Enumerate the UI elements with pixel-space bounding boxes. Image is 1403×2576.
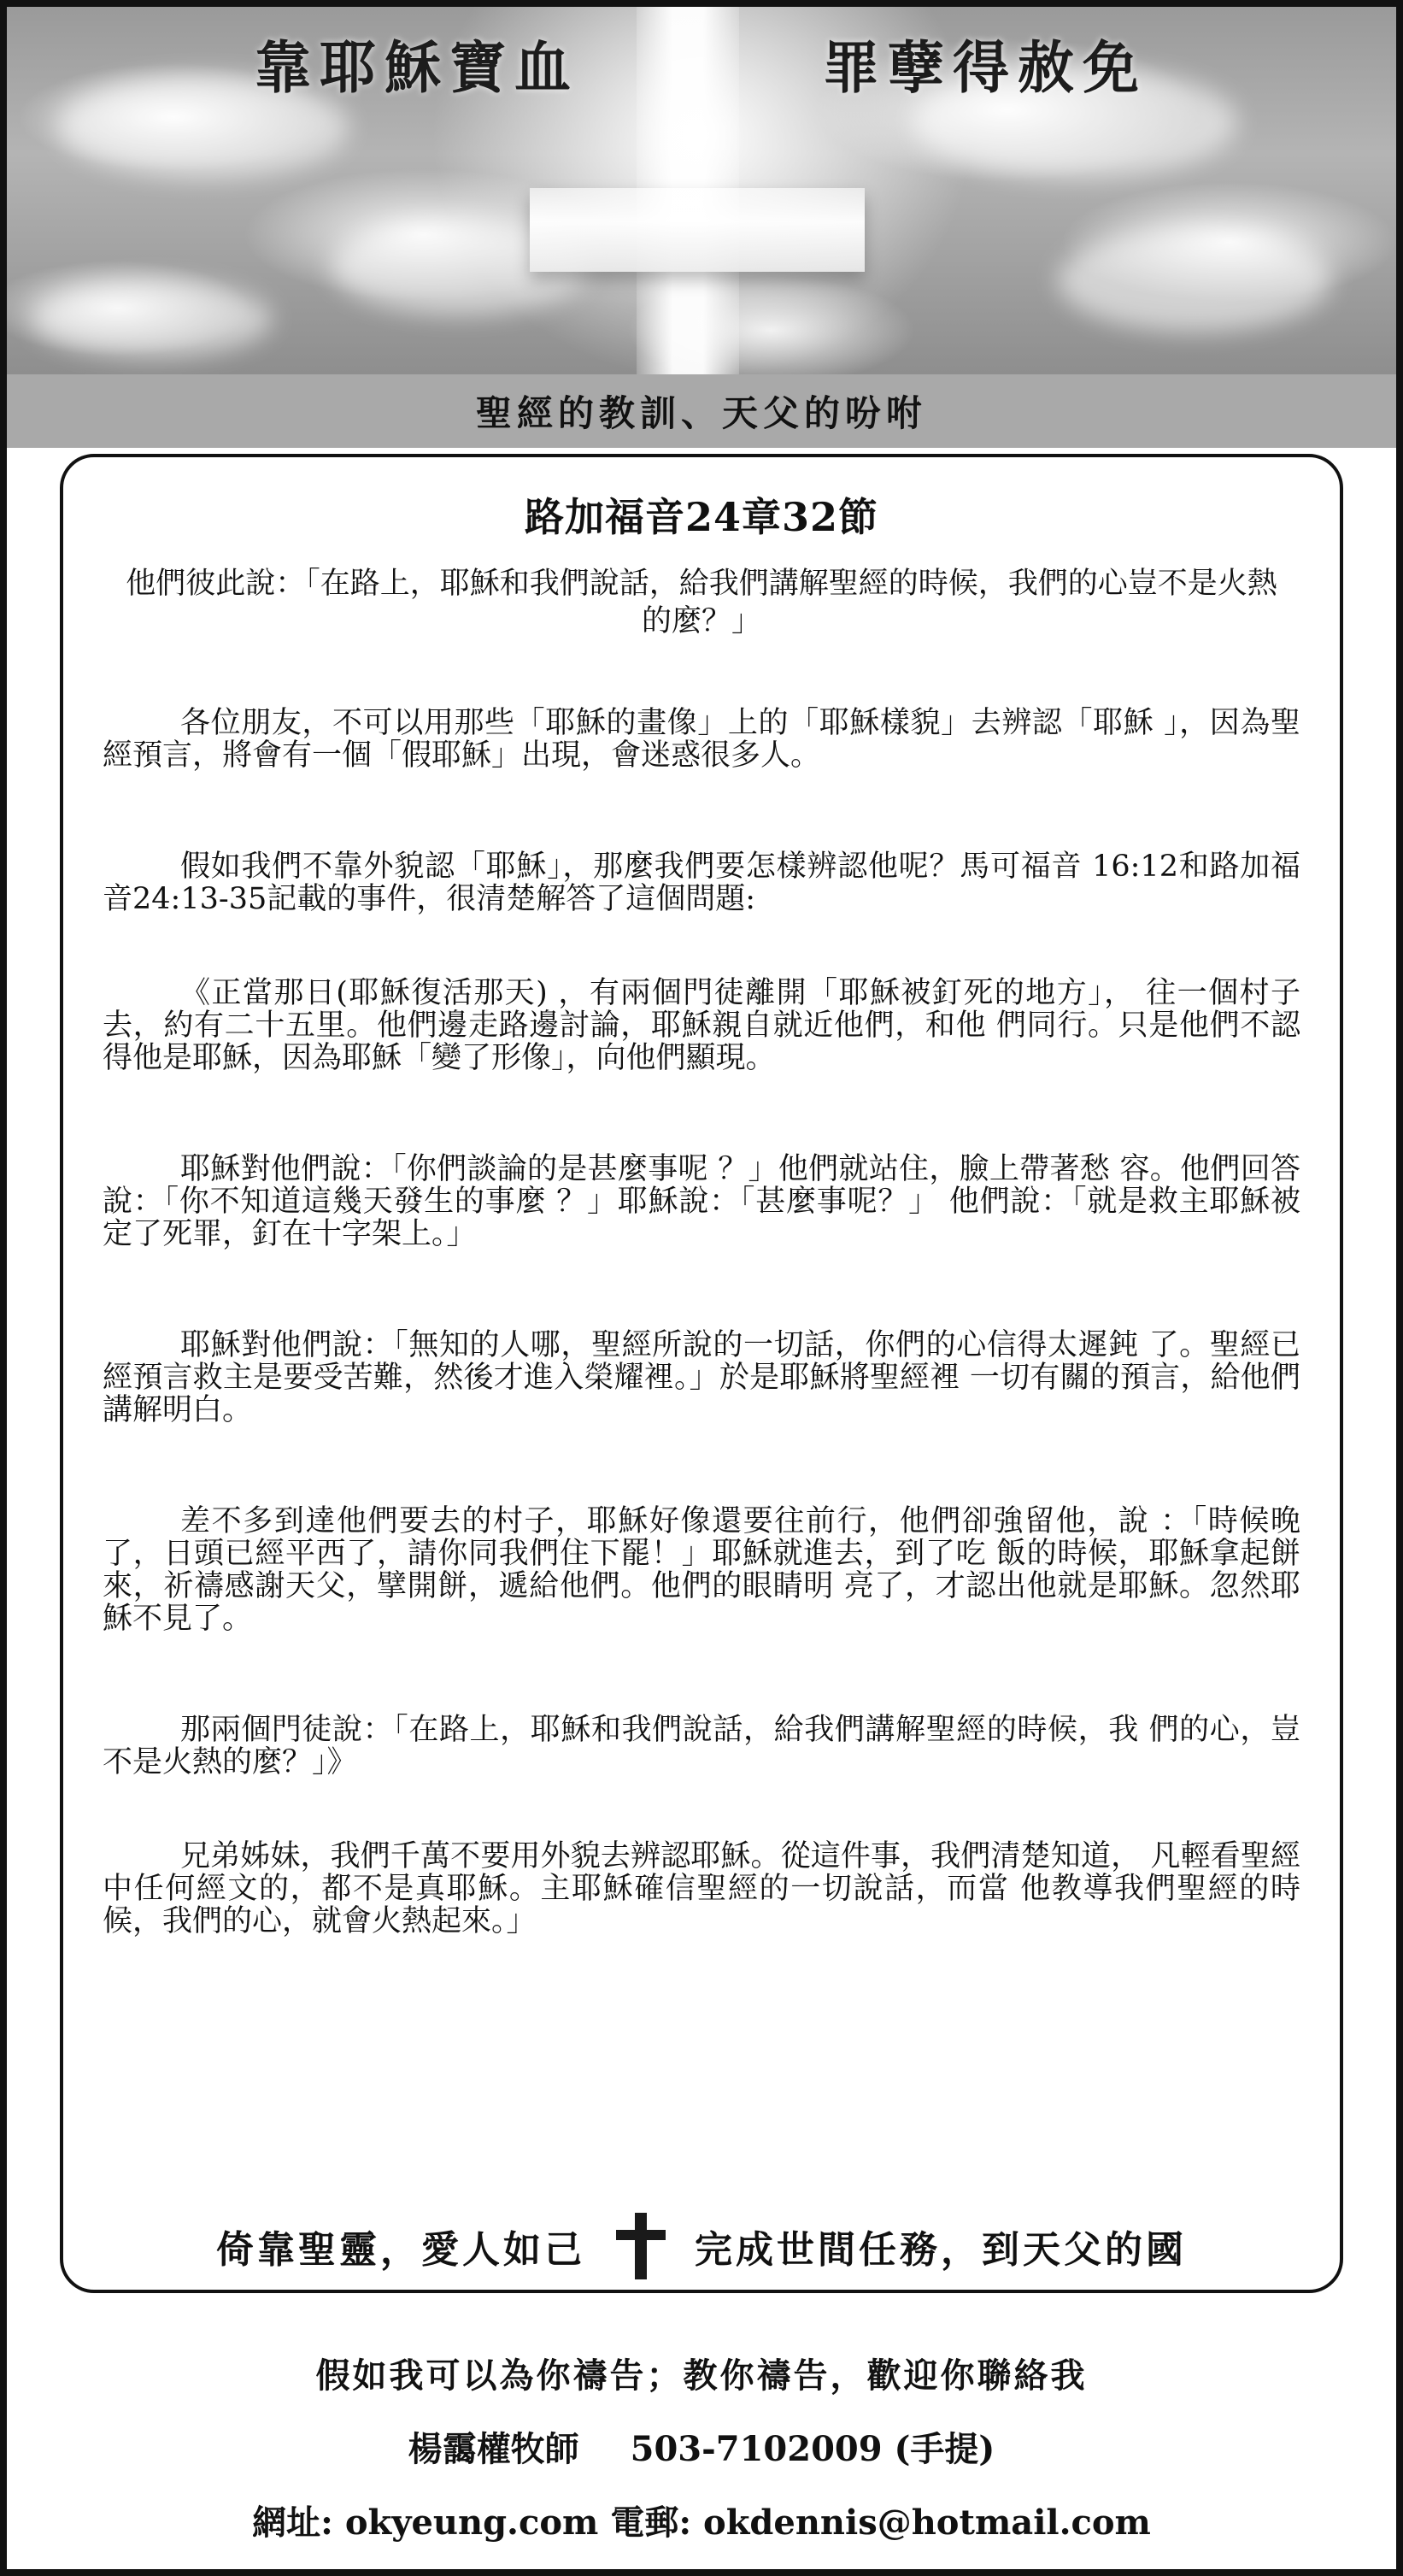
sermon-paragraph: 假如我們不靠外貌認「耶穌」，那麼我們要怎樣辨認他呢？馬可福音 16:12和路加福音24:13-35記載的事件，很清楚解答了這個問題: (103, 850, 1300, 916)
sermon-paragraph: 耶穌對他們說：「你們談論的是甚麼事呢 ？」他們就站住，臉上帶著愁 容。他們回答說：「你不知道這幾天發生的事麼 ？」耶穌說：「甚麼事呢？」 他們說：「就是救主耶穌被定了死罪，釘在十字架上。」 (103, 1152, 1300, 1251)
motto-right: 完成世間任務，到天父的國 (695, 2228, 1187, 2272)
pastor-name: 楊靄權牧師 (408, 2429, 579, 2469)
sermon-paragraph: 兄弟姊妹，我們千萬不要用外貌去辨認耶穌。從這件事，我們清楚知道， 凡輕看聖經中任何經文的，都不是真耶穌。主耶穌確信聖經的一切說話，而當 他教導我們聖經的時候，我們的心，就會火熱起來。」 (103, 1839, 1300, 1938)
prayer-invitation: 假如我可以為你禱告；教你禱告，歡迎你聯絡我 (315, 2355, 1088, 2396)
website-link[interactable]: okyeung.com (344, 2502, 599, 2543)
contact-pastor (7, 2422, 1396, 2471)
sermon-box (60, 454, 1343, 2293)
hero-banner (7, 7, 1396, 374)
sermon-paragraph: 各位朋友，不可以用那些「耶穌的畫像」上的「耶穌樣貌」去辨認「耶穌 」，因為聖經預言，將會有一個「假耶穌」出現，會迷惑很多人。 (103, 706, 1300, 773)
hero-title-left: 靠耶穌寶血 (255, 34, 579, 101)
cross-image-horizontal (530, 188, 865, 272)
phone-number: 503-7102009 (手提) (630, 2429, 995, 2469)
email-label: 電郵: (610, 2502, 692, 2543)
cloud-decoration (1058, 229, 1331, 332)
website-label: 網址: (252, 2502, 333, 2543)
email-link[interactable]: okdennis@hotmail.com (703, 2502, 1151, 2543)
cross-icon (614, 2213, 666, 2279)
hero-title-right: 罪孽得赦免 (823, 34, 1148, 101)
subtitle-text: 聖經的教訓、天父的吩咐 (475, 392, 927, 434)
contact-online (7, 2496, 1396, 2544)
sermon-paragraph: 差不多到達他們要去的村子，耶穌好像還要往前行，他們卻強留他，說 ：「時候晚了，日頭已經平西了，請你同我們住下罷！」耶穌就進去，到了吃 飯的時候，耶穌拿起餅來，祈禱感謝天父，擘開餅，遞給他們。他們的眼睛明 亮了，才認出他就是耶穌。忽然耶穌不見了。 (103, 1504, 1300, 1636)
scripture-reference: 路加福音24章32節 (524, 494, 879, 540)
sermon-paragraph: 耶穌對他們說：「無知的人哪，聖經所說的一切話，你們的心信得太遲鈍 了。聖經已經預言救主是要受苦難，然後才進入榮耀裡。」於是耶穌將聖經裡 一切有關的預言，給他們講解明白。 (103, 1328, 1300, 1427)
cloud-decoration (32, 280, 272, 357)
sermon-paragraph: 《正當那日(耶穌復活那天) ，有兩個門徒離開「耶穌被釘死的地方」， 往一個村子去，約有二十五里。他們邊走路邊討論，耶穌親自就近他們，和他 們同行。只是他們不認得他是耶穌，因為耶穌「變了形像」，向他們顯現。 (103, 976, 1300, 1075)
motto-line (63, 2216, 1340, 2276)
subtitle-bar (7, 374, 1396, 448)
key-verse: 他們彼此說：「在路上，耶穌和我們說話，給我們講解聖經的時候，我們的心豈不是火熱的麼？」 (126, 567, 1277, 638)
motto-left: 倚靠聖靈，愛人如己 (216, 2228, 585, 2272)
sermon-paragraph: 那兩個門徒說：「在路上，耶穌和我們說話，給我們講解聖經的時候，我 們的心，豈不是火熱的麼？」》 (103, 1713, 1300, 1779)
